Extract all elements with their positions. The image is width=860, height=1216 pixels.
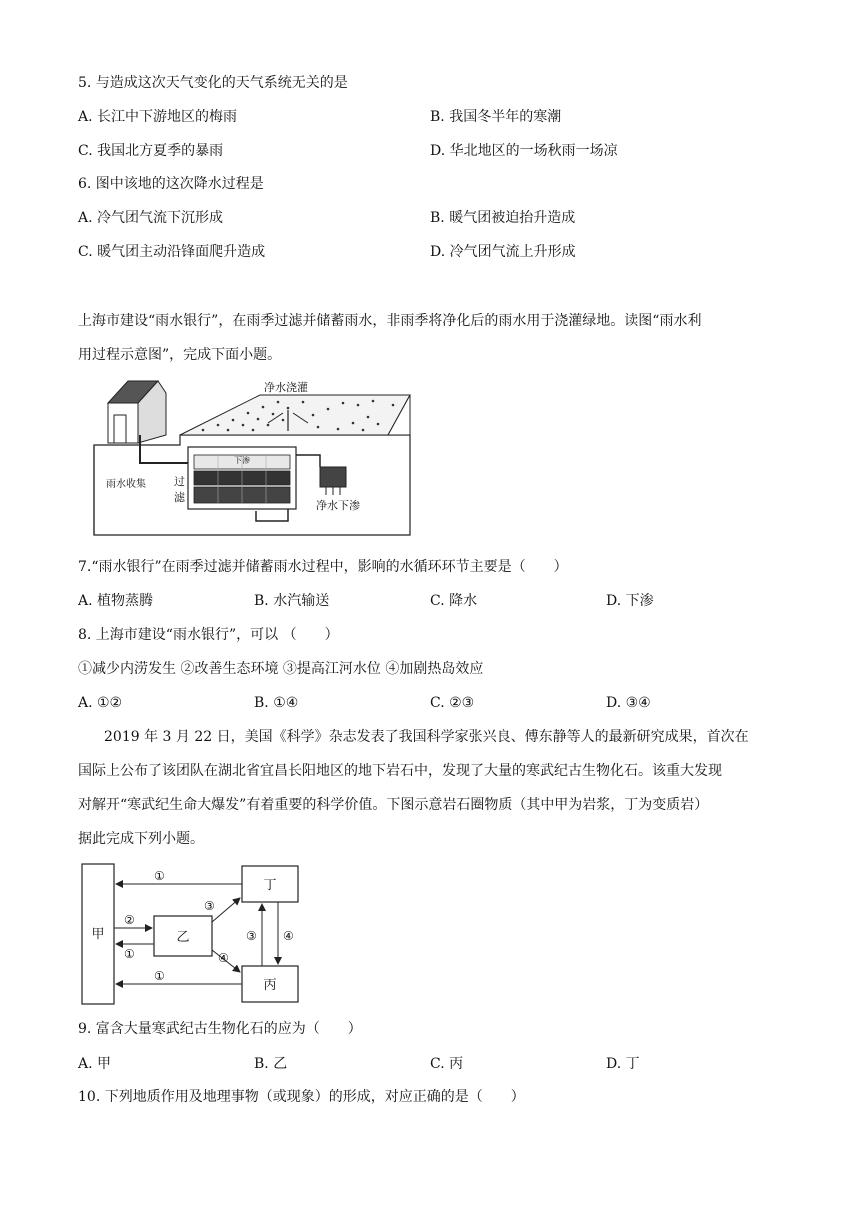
question-7-option-b: B. 水汽输送	[254, 593, 330, 609]
arrow-label-2: ②	[124, 913, 135, 927]
question-6-option-d: D. 冷气团气流上升形成	[430, 244, 576, 260]
question-8-stem: 8. 上海市建设“雨水银行”，可以 （ ）	[78, 627, 339, 643]
passage-2-line-4: 据此完成下列小题。	[78, 831, 204, 847]
arrow-label-1-top: ①	[154, 869, 165, 883]
passage-2-line-1: 2019 年 3 月 22 日，美国《科学》杂志发表了我国科学家张兴良、傅东静等人的最新研究成果，首次在	[104, 729, 749, 745]
question-10-stem: 10. 下列地质作用及地理事物（或现象）的形成，对应正确的是（ ）	[78, 1089, 525, 1105]
box-bing: 丙	[263, 978, 277, 993]
question-6-stem: 6. 图中该地的这次降水过程是	[78, 176, 264, 192]
label-irrigation: 净水浇灌	[264, 381, 308, 394]
question-6-option-a: A. 冷气团气流下沉形成	[78, 210, 224, 226]
question-9-stem: 9. 富含大量寒武纪古生物化石的应为（ ）	[78, 1021, 362, 1037]
question-7-option-c: C. 降水	[430, 593, 478, 609]
passage-1-line-2: 用过程示意图”，完成下面小题。	[78, 347, 282, 363]
passage-2-line-3: 对解开“寒武纪生命大爆发”有着重要的科学价值。下图示意岩石圈物质（其中甲为岩浆，丁为变质岩）	[78, 797, 709, 813]
question-5-stem: 5. 与造成这次天气变化的天气系统无关的是	[78, 75, 348, 91]
question-5-option-c: C. 我国北方夏季的暴雨	[78, 143, 224, 159]
rock-cycle-figure	[80, 860, 320, 1008]
question-7-option-a: A. 植物蒸腾	[78, 593, 154, 609]
question-5-option-b: B. 我国冬半年的寒潮	[430, 109, 562, 125]
arrow-label-3-left: ③	[204, 899, 215, 913]
question-8-option-b: B. ①④	[254, 695, 299, 711]
question-7-stem: 7.“雨水银行”在雨季过滤并储蓄雨水过程中，影响的水循环环节主要是（ ）	[78, 559, 568, 575]
label-down: 下渗	[234, 456, 250, 465]
label-collection: 雨水收集	[106, 479, 146, 490]
arrow-label-4-left: ④	[218, 951, 229, 965]
question-9-option-b: B. 乙	[254, 1056, 288, 1072]
question-5-option-a: A. 长江中下游地区的梅雨	[78, 109, 238, 125]
arrow-label-1-bottom: ①	[154, 969, 165, 983]
question-9-option-d: D. 丁	[606, 1056, 640, 1072]
question-9-option-a: A. 甲	[78, 1056, 112, 1072]
box-yi: 乙	[176, 930, 190, 945]
arrow-label-1-mid: ①	[124, 947, 135, 961]
question-7-option-d: D. 下渗	[606, 593, 654, 609]
arrow-label-3-right: ③	[246, 929, 257, 943]
passage-1-line-1: 上海市建设“雨水银行”，在雨季过滤并储蓄雨水，非雨季将净化后的雨水用于浇灌绿地。读图“雨水利	[78, 313, 702, 329]
question-8-items: ①减少内涝发生 ②改善生态环境 ③提高江河水位 ④加剧热岛效应	[78, 661, 484, 677]
question-8-option-d: D. ③④	[606, 695, 651, 711]
passage-2-line-2: 国际上公布了该团队在湖北省宜昌长阳地区的地下岩石中，发现了大量的寒武纪古生物化石。该重大发现	[78, 763, 722, 779]
label-filter-2: 滤	[174, 491, 185, 504]
question-6-option-b: B. 暖气团被迫抬升造成	[430, 210, 576, 226]
label-seep: 净水下渗	[316, 499, 360, 512]
question-5-option-d: D. 华北地区的一场秋雨一场凉	[430, 143, 618, 159]
rainwater-process-figure	[88, 375, 418, 545]
box-ding: 丁	[263, 878, 277, 893]
arrow-label-4-right: ④	[283, 929, 294, 943]
label-filter-1: 过	[174, 475, 185, 488]
question-8-option-c: C. ②③	[430, 695, 475, 711]
question-8-option-a: A. ①②	[78, 695, 123, 711]
question-6-option-c: C. 暖气团主动沿锋面爬升造成	[78, 244, 266, 260]
box-jia: 甲	[91, 927, 105, 942]
question-9-option-c: C. 丙	[430, 1056, 464, 1072]
